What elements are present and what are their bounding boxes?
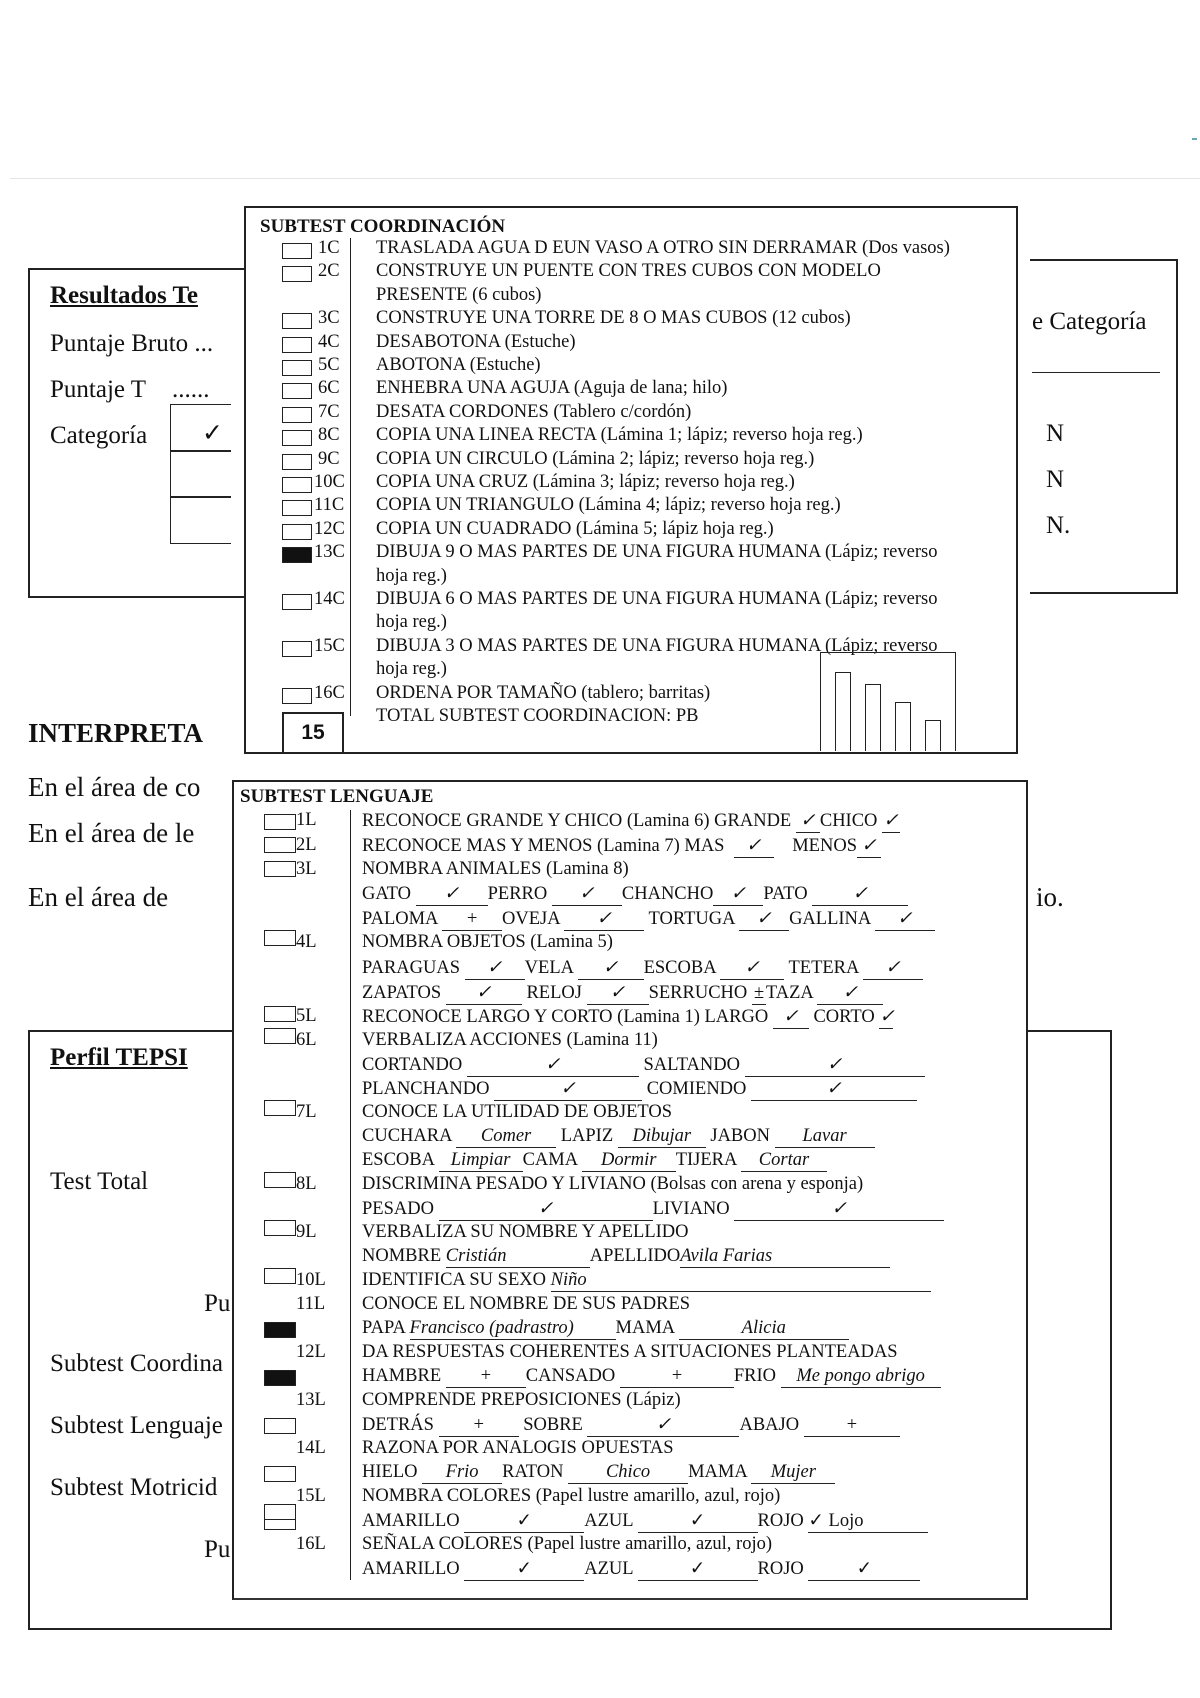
item-text: TRASLADA AGUA D EUN VASO A OTRO SIN DERRAMAR (Dos vasos)	[376, 238, 950, 258]
item-14l-answers: HIELO Frio RATON Chico MAMA Mujer	[362, 1462, 835, 1484]
item-11l-answers: PAPA Francisco (padrastro) MAMA Alicia	[362, 1318, 849, 1340]
item-code: 15C	[314, 635, 345, 656]
item-text: DESABOTONA (Estuche)	[376, 331, 576, 352]
perfil-title: Perfil TEPSI	[50, 1044, 188, 1071]
item-text: DIBUJA 9 O MAS PARTES DE UNA FIGURA HUMANA (Lápiz; reverso	[376, 542, 938, 563]
item-code: 11L	[296, 1294, 326, 1314]
item-checkbox[interactable]	[264, 1172, 296, 1188]
item-checkbox[interactable]	[264, 1268, 296, 1284]
item-text: COPIA UN TRIANGULO (Lámina 4; lápiz; reverso hoja reg.)	[376, 495, 841, 516]
item-checkbox[interactable]	[282, 430, 312, 446]
test-total-label: Test Total	[50, 1168, 149, 1195]
item-text-continued: PRESENTE (6 cubos)	[376, 284, 542, 305]
subtest-lenguaje	[232, 780, 1028, 1600]
item-code: 12L	[296, 1342, 326, 1362]
interpretation-line-3: En el área de	[28, 882, 169, 912]
header-divider	[10, 178, 1200, 179]
item-text-continued: hoja reg.)	[376, 612, 447, 633]
item-12l-answers: HAMBRE + CANSADO + FRIO Me pongo abrigo	[362, 1366, 941, 1388]
n-mark: N.	[1046, 512, 1071, 539]
item-13l-answers: DETRÁS + SOBRE ✓ ABAJO +	[362, 1414, 900, 1437]
item-checkbox[interactable]	[264, 1466, 296, 1482]
item-checkbox[interactable]	[282, 383, 312, 399]
item-10l: IDENTIFICA SU SEXO Niño	[362, 1270, 931, 1292]
subtest-coord-label: Subtest Coordina	[50, 1350, 223, 1377]
item-16l: SEÑALA COLORES (Papel lustre amarillo, azul, rojo)	[362, 1534, 773, 1554]
bar	[925, 720, 941, 751]
item-checkbox[interactable]	[264, 861, 296, 877]
interpretation-line-3-end: io.	[1036, 882, 1064, 912]
item-code: 4L	[296, 932, 317, 952]
item-checkbox[interactable]	[282, 641, 312, 657]
item-text: ORDENA POR TAMAÑO (tablero; barritas)	[376, 682, 711, 703]
item-text: ABOTONA (Estuche)	[376, 355, 541, 375]
item-code: 4C	[318, 331, 340, 352]
item-code: 6C	[318, 378, 340, 399]
item-checkbox[interactable]	[264, 1418, 296, 1434]
item-checkbox[interactable]	[282, 500, 312, 516]
item-checkbox[interactable]	[282, 547, 312, 563]
item-checkbox[interactable]	[282, 360, 312, 376]
item-code: 1C	[318, 238, 340, 258]
item-6l-answers: CORTANDO ✓ SALTANDO ✓	[362, 1054, 925, 1077]
item-checkbox[interactable]	[282, 243, 312, 259]
item-checkbox[interactable]	[264, 1504, 296, 1520]
interpretation-line-1: En el área de co	[28, 772, 201, 802]
item-checkbox[interactable]	[282, 524, 312, 540]
item-7l-answers: CUCHARA Comer LAPIZ Dibujar JABON Lavar	[362, 1126, 875, 1148]
item-4l-answers: ZAPATOS ✓ RELOJ ✓ SERRUCHO ± TAZA ✓	[362, 982, 883, 1005]
item-3l-answers: PALOMA + OVEJA ✓ TORTUGA ✓ GALLINA ✓	[362, 908, 935, 931]
pu-label: Pu	[204, 1290, 231, 1317]
item-6l-answers: PLANCHANDO ✓ COMIENDO ✓	[362, 1078, 917, 1101]
item-code: 6L	[296, 1030, 317, 1050]
puntaje-bruto-label: Puntaje Bruto ...	[50, 330, 214, 357]
item-code: 15L	[296, 1486, 326, 1506]
item-checkbox[interactable]	[264, 1220, 296, 1236]
item-4l: NOMBRA OBJETOS (Lamina 5)	[362, 932, 613, 952]
item-checkbox[interactable]	[264, 1100, 296, 1116]
categoria-cell	[170, 450, 231, 498]
item-code: 7C	[318, 401, 340, 422]
item-checkbox[interactable]	[264, 814, 296, 830]
item-4l-answers: PARAGUAS ✓ VELA ✓ ESCOBA ✓ TETERA ✓	[362, 957, 923, 980]
n-mark: N	[1046, 420, 1065, 447]
item-code: 5C	[318, 355, 340, 375]
item-code: 12C	[314, 518, 345, 539]
item-1l: RECONOCE GRANDE Y CHICO (Lamina 6) GRANDE ✓ CHICO ✓	[362, 811, 899, 831]
item-checkbox[interactable]	[264, 1322, 296, 1338]
item-checkbox[interactable]	[282, 477, 312, 493]
item-text: COPIA UN CIRCULO (Lámina 2; lápiz; reverso hoja reg.)	[376, 448, 815, 469]
item-checkbox[interactable]	[264, 837, 296, 853]
item-checkbox[interactable]	[264, 1028, 296, 1044]
column-divider	[350, 238, 351, 716]
item-checkbox[interactable]	[282, 688, 312, 704]
total-coordinacion-value: 15	[282, 712, 344, 754]
item-15l-answers: AMARILLO ✓ AZUL ✓ ROJO ✓ Lojo	[362, 1510, 928, 1533]
item-code: 13L	[296, 1390, 326, 1410]
item-7l: CONOCE LA UTILIDAD DE OBJETOS	[362, 1102, 673, 1122]
bar	[865, 684, 881, 751]
subtest-coordinacion	[244, 206, 1018, 754]
item-checkbox[interactable]	[264, 930, 296, 946]
item-3l-answers: GATO ✓ PERRO ✓ CHANCHO ✓ PATO ✓	[362, 883, 908, 906]
item-code: 2L	[296, 835, 317, 855]
item-code: 5L	[296, 1006, 317, 1026]
item-code: 14L	[296, 1438, 326, 1458]
item-5l: RECONOCE LARGO Y CORTO (Lamina 1) LARGO ✓ CORTO ✓	[362, 1007, 895, 1027]
item-9l-answers: NOMBRE Cristián APELLIDOAvila Farias	[362, 1246, 890, 1268]
subtest-leng-label: Subtest Lenguaje	[50, 1412, 223, 1439]
item-text: DIBUJA 3 O MAS PARTES DE UNA FIGURA HUMANA (Lápiz; reverso	[376, 635, 938, 656]
total-coordinacion-label: TOTAL SUBTEST COORDINACION: PB	[376, 706, 699, 726]
item-8l: DISCRIMINA PESADO Y LIVIANO (Bolsas con arena y esponja)	[362, 1174, 864, 1194]
column-divider	[350, 810, 351, 1580]
item-checkbox[interactable]	[282, 454, 312, 470]
item-8l-answers: PESADO ✓ LIVIANO ✓	[362, 1198, 944, 1221]
item-checkbox[interactable]	[282, 407, 312, 423]
item-code: 3L	[296, 859, 317, 879]
item-text: COPIA UN CUADRADO (Lámina 5; lápiz hoja reg.)	[376, 518, 774, 539]
item-code: 10C	[314, 472, 345, 492]
subtest-motr-label: Subtest Motricid	[50, 1474, 218, 1501]
results-title: Resultados Te	[50, 282, 198, 309]
item-12l: DA RESPUESTAS COHERENTES A SITUACIONES PLANTEADAS	[362, 1342, 898, 1362]
item-9l: VERBALIZA SU NOMBRE Y APELLIDO	[362, 1222, 689, 1242]
item-checkbox[interactable]	[264, 1006, 296, 1022]
lenguaje-title: SUBTEST LENGUAJE	[240, 786, 434, 807]
item-code: 14C	[314, 589, 345, 609]
item-checkbox[interactable]	[282, 594, 312, 610]
coordinacion-title: SUBTEST COORDINACIÓN	[260, 216, 506, 237]
item-code: 1L	[296, 810, 317, 830]
item-code: 8L	[296, 1174, 317, 1194]
item-2l: RECONOCE MAS Y MENOS (Lamina 7) MAS ✓ MENOS ✓	[362, 835, 881, 858]
item-code: 16L	[296, 1534, 326, 1554]
item-text: ENHEBRA UNA AGUJA (Aguja de lana; hilo)	[376, 378, 728, 399]
item-3l: NOMBRA ANIMALES (Lamina 8)	[362, 859, 629, 879]
interpretation-line-2: En el área de le	[28, 818, 195, 848]
corner-mark	[1192, 138, 1197, 140]
item-code: 13C	[314, 542, 345, 563]
item-code: 11C	[314, 495, 345, 516]
item-text: DESATA CORDONES (Tablero c/cordón)	[376, 401, 692, 422]
item-code: 2C	[318, 261, 340, 282]
item-6l: VERBALIZA ACCIONES (Lamina 11)	[362, 1030, 658, 1050]
n-mark: N	[1046, 466, 1065, 493]
item-checkbox[interactable]	[264, 1370, 296, 1386]
categoria-label: Categoría	[50, 422, 148, 449]
puntaje-t-dots: ......	[172, 376, 210, 403]
ordena-tamano-figure	[820, 652, 956, 751]
underline	[1032, 372, 1160, 373]
item-text: CONSTRUYE UNA TORRE DE 8 O MAS CUBOS (12 cubos)	[376, 308, 851, 329]
categoria-cell	[170, 496, 231, 544]
item-15l: NOMBRA COLORES (Papel lustre amarillo, azul, rojo)	[362, 1486, 781, 1506]
item-code: 9L	[296, 1222, 317, 1242]
bar	[835, 672, 851, 751]
item-text-continued: hoja reg.)	[376, 659, 447, 680]
item-code: 7L	[296, 1102, 317, 1122]
item-13l: COMPRENDE PREPOSICIONES (Lápiz)	[362, 1390, 681, 1410]
item-checkbox[interactable]	[282, 337, 312, 353]
puntaje-t-label: Puntaje T	[50, 376, 147, 403]
item-code: 3C	[318, 308, 340, 329]
item-text-continued: hoja reg.)	[376, 565, 447, 586]
item-16l-answers: AMARILLO ✓ AZUL ✓ ROJO ✓	[362, 1558, 920, 1581]
item-code: 16C	[314, 682, 345, 703]
categoria-header: e Categoría	[1032, 308, 1147, 335]
item-code: 10L	[296, 1270, 326, 1290]
item-text: COPIA UNA CRUZ (Lámina 3; lápiz; reverso hoja reg.)	[376, 472, 795, 492]
pu-label: Pu	[204, 1536, 231, 1563]
item-text: DIBUJA 6 O MAS PARTES DE UNA FIGURA HUMANA (Lápiz; reverso	[376, 589, 938, 609]
item-text: CONSTRUYE UN PUENTE CON TRES CUBOS CON MODELO	[376, 261, 881, 282]
item-checkbox[interactable]	[282, 266, 312, 282]
item-code: 8C	[318, 425, 340, 446]
item-checkbox[interactable]	[282, 313, 312, 329]
item-code: 9C	[318, 448, 340, 469]
item-14l: RAZONA POR ANALOGIS OPUESTAS	[362, 1438, 674, 1458]
interpretacion-heading: INTERPRETA	[28, 718, 204, 748]
item-7l-answers: ESCOBA Limpiar CAMA Dormir TIJERA Cortar	[362, 1150, 827, 1172]
bar	[895, 702, 911, 751]
item-text: COPIA UNA LINEA RECTA (Lámina 1; lápiz; reverso hoja reg.)	[376, 425, 863, 446]
item-11l: CONOCE EL NOMBRE DE SUS PADRES	[362, 1294, 691, 1314]
categoria-check: ✓	[202, 420, 223, 447]
